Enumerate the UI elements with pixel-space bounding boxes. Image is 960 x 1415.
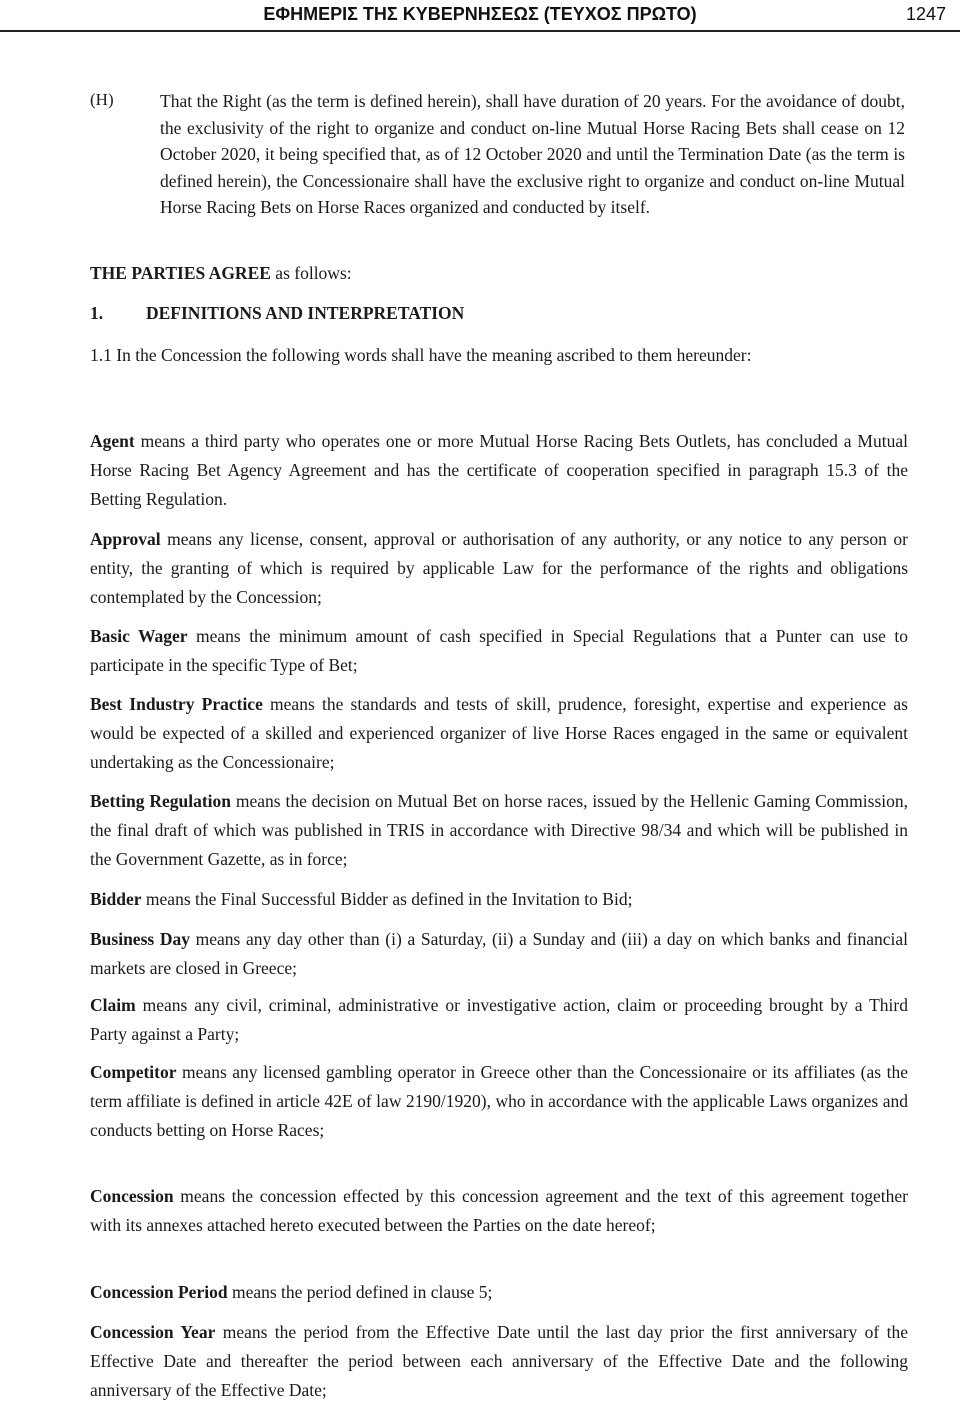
- gazette-title: ΕΦΗΜΕΡΙΣ ΤΗΣ ΚΥΒΕΡΝΗΣΕΩΣ (ΤΕΥΧΟΣ ΠΡΩΤΟ): [263, 4, 697, 24]
- definition-bidder: [90, 885, 908, 914]
- definition-text: means any day other than (i) a Saturday, (ii) a Sunday and (iii) a day on which banks and financial markets are closed in Greece;: [90, 929, 908, 978]
- definition-text: means the period defined in clause 5;: [227, 1282, 493, 1302]
- definition-best-industry-practice: [90, 690, 908, 777]
- parties-agree-bold: THE PARTIES AGREE: [90, 263, 271, 283]
- definition-text: means the decision on Mutual Bet on horse races, issued by the Hellenic Gaming Commission, the final draft of which was published in TRIS in accordance with Directive 98/34 and which will be published in the Government Gazette, as in force;: [90, 791, 908, 869]
- definition-agent: [90, 427, 908, 514]
- definition-basic-wager: [90, 622, 908, 680]
- header-divider: [0, 30, 960, 32]
- definition-text: means a third party who operates one or more Mutual Horse Racing Bets Outlets, has concluded a Mutual Horse Racing Bet Agency Agreement and has the certificate of cooperation specified in paragraph 15.3 of the Betting Regulation.: [90, 431, 908, 509]
- definition-text: means the period from the Effective Date until the last day prior the first anniversary of the Effective Date and thereafter the period between each anniversary of the Effective Date and the following anniversary of the Effective Date;: [90, 1322, 908, 1400]
- clause-1-1: [90, 341, 905, 369]
- definition-text: means any licensed gambling operator in Greece other than the Concessionaire or its affiliates (as the term affiliate is defined in article 42E of law 2190/1920), who in accordance with the applicable Laws organizes and conducts betting on Horse Races;: [90, 1062, 908, 1140]
- section-number: 1.: [90, 303, 104, 323]
- definition-term: Basic Wager: [90, 626, 188, 646]
- definition-text: means any license, consent, approval or authorisation of any authority, or any notice to any person or entity, the granting of which is required by applicable Law for the performance of the rights and obligations contemplated by the Concession;: [90, 529, 908, 607]
- section-title: DEFINITIONS AND INTERPRETATION: [146, 303, 465, 323]
- parties-agree-rest: as follows:: [270, 263, 352, 283]
- definition-term: Concession: [90, 1186, 174, 1206]
- definition-term: Betting Regulation: [90, 791, 232, 811]
- definition-term: Competitor: [90, 1062, 177, 1082]
- definition-competitor: [90, 1058, 908, 1145]
- definition-term: Best Industry Practice: [90, 694, 263, 714]
- definition-concession: [90, 1182, 908, 1240]
- definition-term: Agent: [90, 431, 135, 451]
- definition-text: means the minimum amount of cash specified in Special Regulations that a Punter can use to participate in the specific Type of Bet;: [90, 626, 908, 675]
- definition-concession-year: [90, 1318, 908, 1405]
- clause-number: 1.1: [90, 345, 112, 365]
- recital-text: That the Right (as the term is defined herein), shall have duration of 20 years. For the avoidance of doubt, the exclusivity of the right to organize and conduct on-line Mutual Horse Racing Bets shall cease on 12 October 2020, it being specified that, as of 12 October 2020 and until the Termination Date (as the term is defined herein), the Concessionaire shall have the exclusive right to organize and conduct on-line Mutual Horse Racing Bets on Horse Races organized and conducted by itself.: [160, 91, 905, 217]
- definition-betting-regulation: [90, 787, 908, 874]
- recital-label: (H): [90, 90, 114, 109]
- definition-text: means the concession effected by this concession agreement and the text of this agreement together with its annexes attached hereto executed between the Parties on the date hereof;: [90, 1186, 908, 1235]
- definition-text: means the Final Successful Bidder as defined in the Invitation to Bid;: [141, 889, 633, 909]
- definition-term: Concession Period: [90, 1282, 228, 1302]
- parties-agree-line: [90, 263, 352, 284]
- definition-text: means the standards and tests of skill, prudence, foresight, expertise and experience as would be expected of a skilled and experienced organizer of live Horse Races engaged in the same or equivalent undertaking as the Concessionaire;: [90, 694, 908, 772]
- definition-term: Claim: [90, 995, 136, 1015]
- definition-claim: [90, 991, 908, 1049]
- clause-text: In the Concession the following words shall have the meaning ascribed to them hereunder:: [111, 345, 752, 365]
- definition-term: Bidder: [90, 889, 142, 909]
- definition-business-day: [90, 925, 908, 983]
- section-heading: [90, 303, 464, 324]
- page-number: 1247: [905, 4, 946, 24]
- definition-term: Approval: [90, 529, 161, 549]
- definition-term: Business Day: [90, 929, 190, 949]
- definition-term: Concession Year: [90, 1322, 216, 1342]
- definition-concession-period: [90, 1278, 908, 1307]
- definition-text: means any civil, criminal, administrative or investigative action, claim or proceeding brought by a Third Party against a Party;: [90, 995, 908, 1044]
- definition-approval: [90, 525, 908, 612]
